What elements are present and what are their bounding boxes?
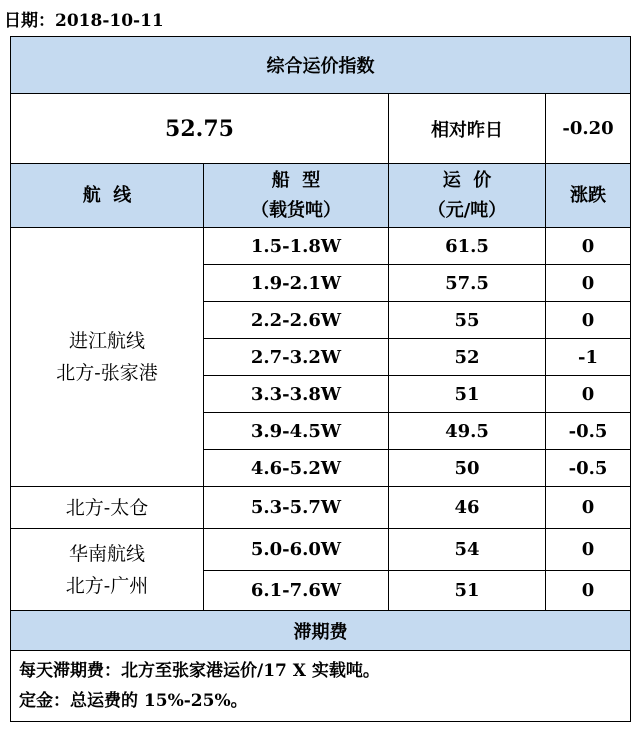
index-title: 综合运价指数 — [11, 37, 631, 94]
ship-type-cell: 3.3-3.8W — [204, 376, 389, 413]
price-cell: 50 — [389, 450, 546, 487]
demurrage-note-deposit: 定金：总运费的 15%-25%。 — [19, 691, 248, 711]
change-cell: 0 — [546, 228, 631, 265]
route-line1: 进江航线 — [68, 330, 145, 352]
route-cell-huanan — [11, 529, 204, 611]
ship-type-cell: 3.9-4.5W — [204, 413, 389, 450]
price-cell: 54 — [389, 529, 546, 571]
ship-type-cell: 4.6-5.2W — [204, 450, 389, 487]
date-label: 日期：2018-10-11 — [4, 11, 164, 31]
column-header-ship-type — [204, 164, 389, 228]
price-cell: 57.5 — [389, 265, 546, 302]
demurrage-title: 滞期费 — [11, 611, 631, 651]
column-header-price — [389, 164, 546, 228]
change-cell: 0 — [546, 376, 631, 413]
ship-type-cell: 5.0-6.0W — [204, 529, 389, 571]
route-cell-taicang: 北方-太仓 — [11, 487, 204, 529]
change-cell: 0 — [546, 571, 631, 611]
route-line2: 北方-广州 — [65, 574, 149, 597]
route-cell-jinjiang — [11, 228, 204, 487]
change-cell: 0 — [546, 487, 631, 529]
price-cell: 46 — [389, 487, 546, 529]
change-cell: 0 — [546, 529, 631, 571]
price-line1: 运 价 — [442, 169, 492, 191]
ship-type-cell: 2.7-3.2W — [204, 339, 389, 376]
price-cell: 52 — [389, 339, 546, 376]
ship-type-cell: 6.1-7.6W — [204, 571, 389, 611]
route-line1: 华南航线 — [68, 542, 145, 565]
ship-type-cell: 1.5-1.8W — [204, 228, 389, 265]
column-header-route: 航 线 — [11, 164, 204, 228]
price-cell: 49.5 — [389, 413, 546, 450]
change-cell: -0.5 — [546, 450, 631, 487]
compare-label: 相对昨日 — [389, 94, 546, 164]
change-cell: -0.5 — [546, 413, 631, 450]
price-cell: 55 — [389, 302, 546, 339]
ship-type-cell: 5.3-5.7W — [204, 487, 389, 529]
ship-type-cell: 2.2-2.6W — [204, 302, 389, 339]
price-cell: 51 — [389, 571, 546, 611]
change-cell: 0 — [546, 265, 631, 302]
ship-type-cell: 1.9-2.1W — [204, 265, 389, 302]
index-change: -0.20 — [546, 94, 631, 164]
demurrage-notes — [11, 651, 631, 722]
index-value: 52.75 — [11, 94, 389, 164]
price-cell: 51 — [389, 376, 546, 413]
change-cell: -1 — [546, 339, 631, 376]
route-line2: 北方-张家港 — [56, 362, 158, 384]
ship-type-line1: 船 型 — [271, 169, 321, 191]
price-line2: （元/吨） — [427, 199, 507, 221]
freight-rate-table — [10, 36, 631, 722]
ship-type-line2: （载货吨） — [251, 199, 341, 221]
demurrage-note-fee: 每天滞期费：北方至张家港运价/17 X 实载吨。 — [19, 661, 380, 681]
column-header-change: 涨跌 — [546, 164, 631, 228]
change-cell: 0 — [546, 302, 631, 339]
price-cell: 61.5 — [389, 228, 546, 265]
